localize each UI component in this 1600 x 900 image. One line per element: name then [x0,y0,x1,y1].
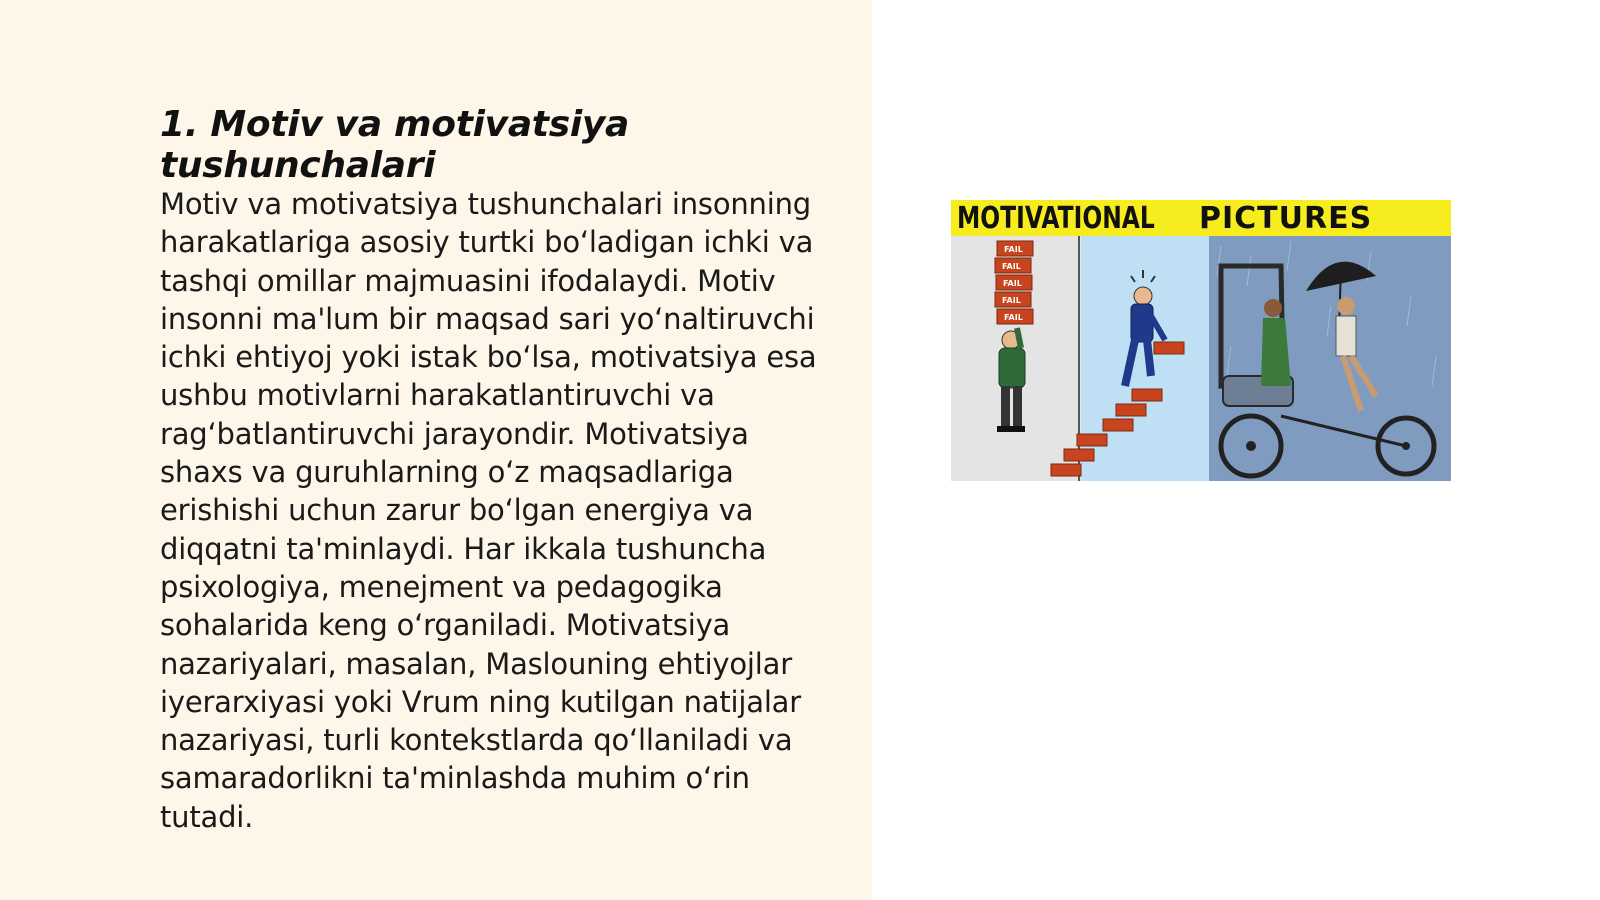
brick-label: FAIL [1004,313,1023,322]
banner-text-motivational: MOTIVATIONAL [957,201,1155,236]
brick-label: FAIL [1002,262,1021,271]
brick-label: FAIL [1002,296,1021,305]
banner-text-pictures: PICTURES [1199,201,1373,236]
motivational-pictures-image [951,200,1451,481]
illustration [951,236,1451,481]
stacked-fail-bricks [995,241,1033,324]
brick-label: FAIL [1003,279,1022,288]
brick-label: FAIL [1004,245,1023,254]
slide-body-text: Motiv va motivatsiya tushunchalari insonning harakatlariga asosiy turtki bo‘ladigan ichki va tashqi omillar majmuasini ifodalaydi. Motiv insonni ma'lum bir maqsad sari yo‘naltiruvchi ichki ehtiyoj yoki istak bo‘lsa, motivatsiya esa ushbu motivlarni harakatlantiruvchi va rag‘batlantiruvchi jarayondir. Motivatsiya shaxs va guruhlarning o‘z maqsadlariga erishishi uchun zarur bo‘lgan energiya va diqqatni ta'minlaydi. Har ikkala tushuncha psixologiya, menejment va pedagogika sohalarida keng o‘rganiladi. Motivatsiya nazariyalari, masalan, Maslouning ehtiyojlar iyerarxiyasi yoki Vrum ning kutilgan natijalar nazariyasi, turli kontekstlarda qo‘llaniladi va samaradorlikni ta'minlashda muhim o‘rin tutadi. [160,187,817,834]
slide-title: 1. Motiv va motivatsiya tushunchalari [160,104,630,186]
image-banner [951,200,1451,236]
